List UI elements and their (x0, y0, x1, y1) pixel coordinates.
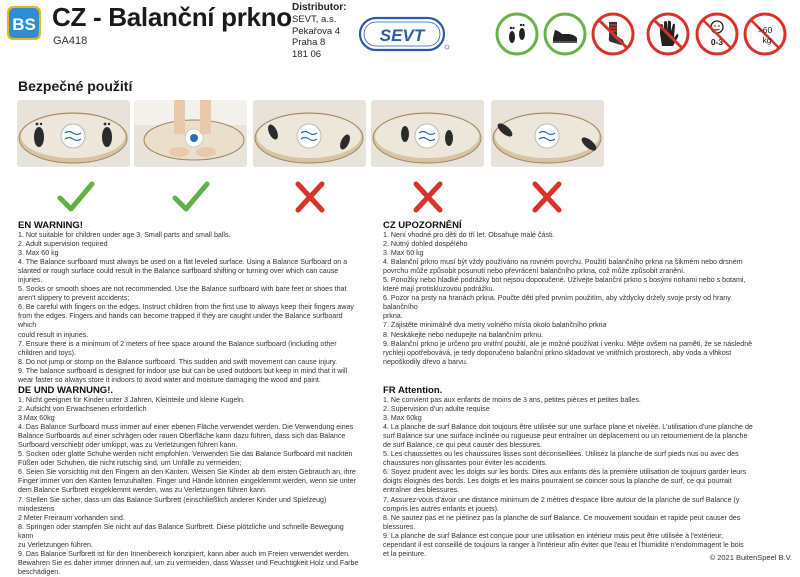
distributor-line: 181 06 (292, 49, 322, 61)
warning-line: Finger immer von den Kanten fernzuhalten. Finger und Hände können eingeklemmt werden, wenn sie unter (18, 477, 356, 486)
warning-line: 8. Springen oder stampfen Sie nicht auf das Balance Surfbrett. Diese plötzliche und schnelle Bewegung kann (18, 522, 344, 540)
warning-line: 9. Das Balance Surfbrett ist für den Innenbereich konzipiert, kann aber auch im Freien verwendet werden. (18, 549, 351, 558)
warning-line: 1. Nicht geeignet für Kinder unter 3 Jahren, Kleinteile und kleine Kugeln. (18, 396, 245, 404)
warning-line: 1. Ne convient pas aux enfants de moins de 3 ans, petites pièces et petites balles. (383, 396, 641, 404)
warning-line: 9. La planche de surf Balance est conçue pour une utilisation en intérieur mais peut être utilisée à l'extérieur, (383, 531, 724, 540)
distributor-line: Pekařova 4 (292, 25, 341, 37)
warning-line: injuries. (18, 276, 43, 285)
board-photo-wrong-feet-1 (253, 100, 366, 167)
warning-line: 6. Seien Sie vorsichtig mit den Fingern an den Kanten. Weisen Sie Kinder ab dem ersten Gebrauch an, ihre (18, 468, 356, 477)
cross-mark-icon (408, 178, 448, 216)
distributor-line: SEVT, a.s. (292, 13, 337, 25)
no-socks-icon (591, 12, 635, 56)
fr-heading: FR Attention. (383, 385, 443, 396)
warning-line: povrchu může způsobit posunutí nebo převrácení balančního prkna, což může způsobit zranění. (383, 267, 686, 276)
warning-line: compris les autres enfants et jouets). (383, 504, 499, 513)
warning-line: 9. The balance surfboard is designed for indoor use but can be used outdoors but keep in mind that it will (18, 366, 348, 375)
board-photo-wrong-feet-3 (491, 100, 604, 167)
de-warning-section (18, 385, 360, 577)
barefoot-icon (495, 12, 539, 56)
warning-line: 2 Meter Freiraum vorhanden sind. (18, 513, 125, 522)
sevt-logo (358, 14, 450, 54)
page-title: CZ - Balanční prkno (52, 2, 292, 32)
warning-line: Surfboard verschiebt oder umkippt, was zu Verletzungen führen kann. (18, 441, 238, 450)
warning-line: 1. Not suitable for children under age 3, Small parts and small balls. (18, 231, 231, 239)
check-mark-icon (171, 178, 211, 216)
distributor-info (292, 2, 346, 61)
warning-line: 2. Supervision d'un adulte requise (383, 405, 490, 414)
distributor-line: Praha 8 (292, 37, 326, 49)
warning-line: doigts éloignés des bords. Les doigts et les mains pourraient se coincer sous la planche de surf, ce qui pourrait (383, 477, 732, 486)
warning-line: 7. Assurez-vous d'avoir une distance minimum de 2 mètres d'espace libre autour de la planche de surf Balance (y (383, 495, 740, 504)
warning-line: could result in injuries. (18, 330, 89, 339)
warning-line: které mají protiskluzovou podrážku. (383, 285, 495, 294)
warning-line: 8. Neskákejte nebo nedupejte na balančním prknu. (383, 330, 544, 339)
warning-line: 5. Socks or smooth shoes are not recommended. Use the Balance surfboard with bare feet or shoes that (18, 285, 347, 294)
warning-line: 7. Zajistěte minimálně dva metry volného místa okolo balančního prkna (383, 321, 607, 330)
warning-line: children and toys). (18, 348, 76, 357)
shoe-icon (543, 12, 587, 56)
warning-line: 4. Balanční prkno musí být vždy používáno na rovném povrchu. Použití balančního prkna na šikmém nebo drsném (383, 258, 743, 267)
warning-line: nepoškodily dřevo a barvu. (383, 357, 468, 366)
section-title: Bezpečné použití (18, 78, 133, 94)
warning-line: dem Balance Surfbrett eingeklemmt werden, was zu Verletzungen führen kann. (18, 486, 267, 495)
cross-mark-icon (290, 178, 330, 216)
warning-line: Bewahren Sie es daher immer drinnen auf, um zu vermeiden, dass Wasser und Feuchtigkeit Holz und Farbe (18, 558, 359, 567)
no-hand-icon (646, 12, 690, 56)
warning-line: blessures. (383, 522, 416, 531)
age-restriction-icon (695, 12, 739, 56)
board-photo-child-standing (134, 100, 247, 167)
warning-line: 9. Balanční prkno je určeno pro vnitřní použití, ale je možné používat i venku. Mějte ovšem na paměti, že se následně (383, 339, 753, 348)
check-mark-icon (56, 178, 96, 216)
warning-line: beschädigen. (18, 567, 61, 576)
warning-line: 4. The Balance surfboard must always be used on a flat leveled surface. Using a Balance Surfboard on a (18, 258, 348, 267)
warning-line: 1. Není vhodné pro děti do tří let. Obsahuje malé části. (383, 231, 555, 239)
en-warning-section (18, 220, 360, 385)
svg-text:0-3: 0-3 (710, 37, 724, 47)
warning-line: 3. Max 60 kg (383, 249, 424, 258)
warning-line: 8. Ne sautez pas et ne piétinez pas la planche de surf Balance. Ce mouvement soudain et rapide peut causer des (383, 513, 741, 522)
warning-line: cependant il est conseillé de toujours la ranger à l'intérieur afin éviter que l'eau et l'humidité n'endommagent le bois (383, 540, 744, 549)
warning-line: slanted or rough surface could result in the Balance surfboard shifting or turning over which can cause (18, 267, 339, 276)
svg-text:BS: BS (12, 15, 36, 34)
warning-line: rychleji opotřebovává, je tedy doporučeno balanční prkno skladovat ve vnitřních prostorech, aby voda a vlhkost (383, 348, 732, 357)
warning-line: aren't slippery to prevent accidents; (18, 294, 130, 303)
warning-line: Füßen oder Schuhen, die nicht rutschig sind, um Unfälle zu vermeiden; (18, 459, 242, 468)
cz-lines (383, 231, 763, 367)
de-lines (18, 396, 360, 577)
en-lines (18, 231, 360, 385)
weight-limit-icon (743, 12, 787, 56)
fr-warning-section (383, 385, 763, 559)
warning-line: from the edges. Fingers and hands can become trapped if they are caught under the Balance surfboard which (18, 312, 343, 330)
svg-text:kg: kg (762, 35, 772, 45)
fr-lines (383, 396, 763, 559)
warning-line: 6. Pozor na prsty na hranách prkna. Poučte děti před prvním použitím, aby vždycky držely svoje prsty od hrany balančního (383, 294, 731, 312)
warning-line: 2. Adult supervision required (18, 240, 108, 249)
warning-line: 3. Max 60kg (383, 414, 422, 423)
svg-text:SEVT: SEVT (379, 26, 425, 45)
warning-line: zu Verletzungen führen. (18, 540, 93, 549)
warning-line: et la peinture. (383, 549, 426, 558)
warning-line: 8. Do not jump or stomp on the Balance surfboard. This sudden and swift movement can cause injury. (18, 357, 338, 366)
warning-line: de surf Balance, ce qui peut causer des blessures. (383, 441, 542, 450)
warning-line: 4. Das Balance Surfboard muss immer auf einer ebenen Fläche verwendet werden. Die Verwendung eines (18, 423, 354, 432)
warning-line: entraîner des blessures. (383, 486, 460, 495)
warning-line: Balance Surfboards auf einer schrägen oder rauen Oberfläche kann dazu führen, dass sich das Balance (18, 432, 346, 441)
warning-line: 7. Stellen Sie sicher, dass um das Balance Surfbrett (einschließlich anderer Kinder und Spielzeug) mindestens (18, 495, 327, 513)
buitenspeel-logo (6, 5, 42, 41)
warning-line: 7. Ensure there is a minimum of 2 meters of free space around the Balance surfboard (including other (18, 339, 337, 348)
warning-line: chaussures non glissantes pour éviter les accidents. (383, 459, 548, 468)
warning-line: 5. Ponožky nebo hladké podrážky bot nejsou doporučené. Užívejte balanční prkno s bosými nohami nebo s botami, (383, 276, 746, 285)
warning-line: 6. Soyez prudent avec les doigts sur les bords. Dites aux enfants dès la première utilisation de toujours garder leurs (383, 468, 747, 477)
warning-line: 3. Max 60 kg (18, 249, 59, 258)
cz-heading: CZ UPOZORNĚNÍ (383, 220, 462, 231)
copyright: © 2021 BuitenSpeel B.V. (709, 553, 792, 562)
en-heading: EN WARNING! (18, 220, 83, 231)
warning-line: 5. Les chaussettes ou les chaussures lisses sont déconseillées. Utilisez la planche de surf pieds nus ou avec des (383, 450, 739, 459)
warning-line: 2. Aufsicht von Erwachsenen erforderlich (18, 405, 147, 414)
warning-line: 4. La planche de surf Balance doit toujours être utilisée sur une surface plane et nivelée. L'utilisation d'une planche de (383, 423, 753, 432)
warning-line: wear faster so always store it indoors to avoid water and moisture damaging the wood and paint. (18, 375, 321, 384)
warning-line: 6. Be careful with fingers on the edges. Instruct children from the first use to always keep their fingers away (18, 303, 354, 312)
cross-mark-icon (527, 178, 567, 216)
distributor-label: Distributor: (292, 2, 347, 13)
warning-line: prkna. (383, 312, 403, 321)
warning-line: 3.Max 60kg (18, 414, 55, 423)
cz-warning-section (383, 220, 763, 367)
warning-line: 5. Socken oder glatte Schuhe werden nicht empfohlen. Verwenden Sie das Balance Surfboard mit nackten (18, 450, 353, 459)
warning-line: 2. Nutný dohled dospělého (383, 240, 468, 249)
board-photo-wrong-feet-2 (371, 100, 484, 167)
de-heading: DE UND WARNUNG!. (18, 385, 113, 396)
product-code: GA418 (53, 35, 88, 47)
board-photo-bare-feet (17, 100, 130, 167)
warning-line: surf Balance sur une surface inclinée ou rugueuse peut entraîner un déplacement ou un retournement de la planche (383, 432, 748, 441)
svg-text:>60: >60 (757, 25, 773, 35)
